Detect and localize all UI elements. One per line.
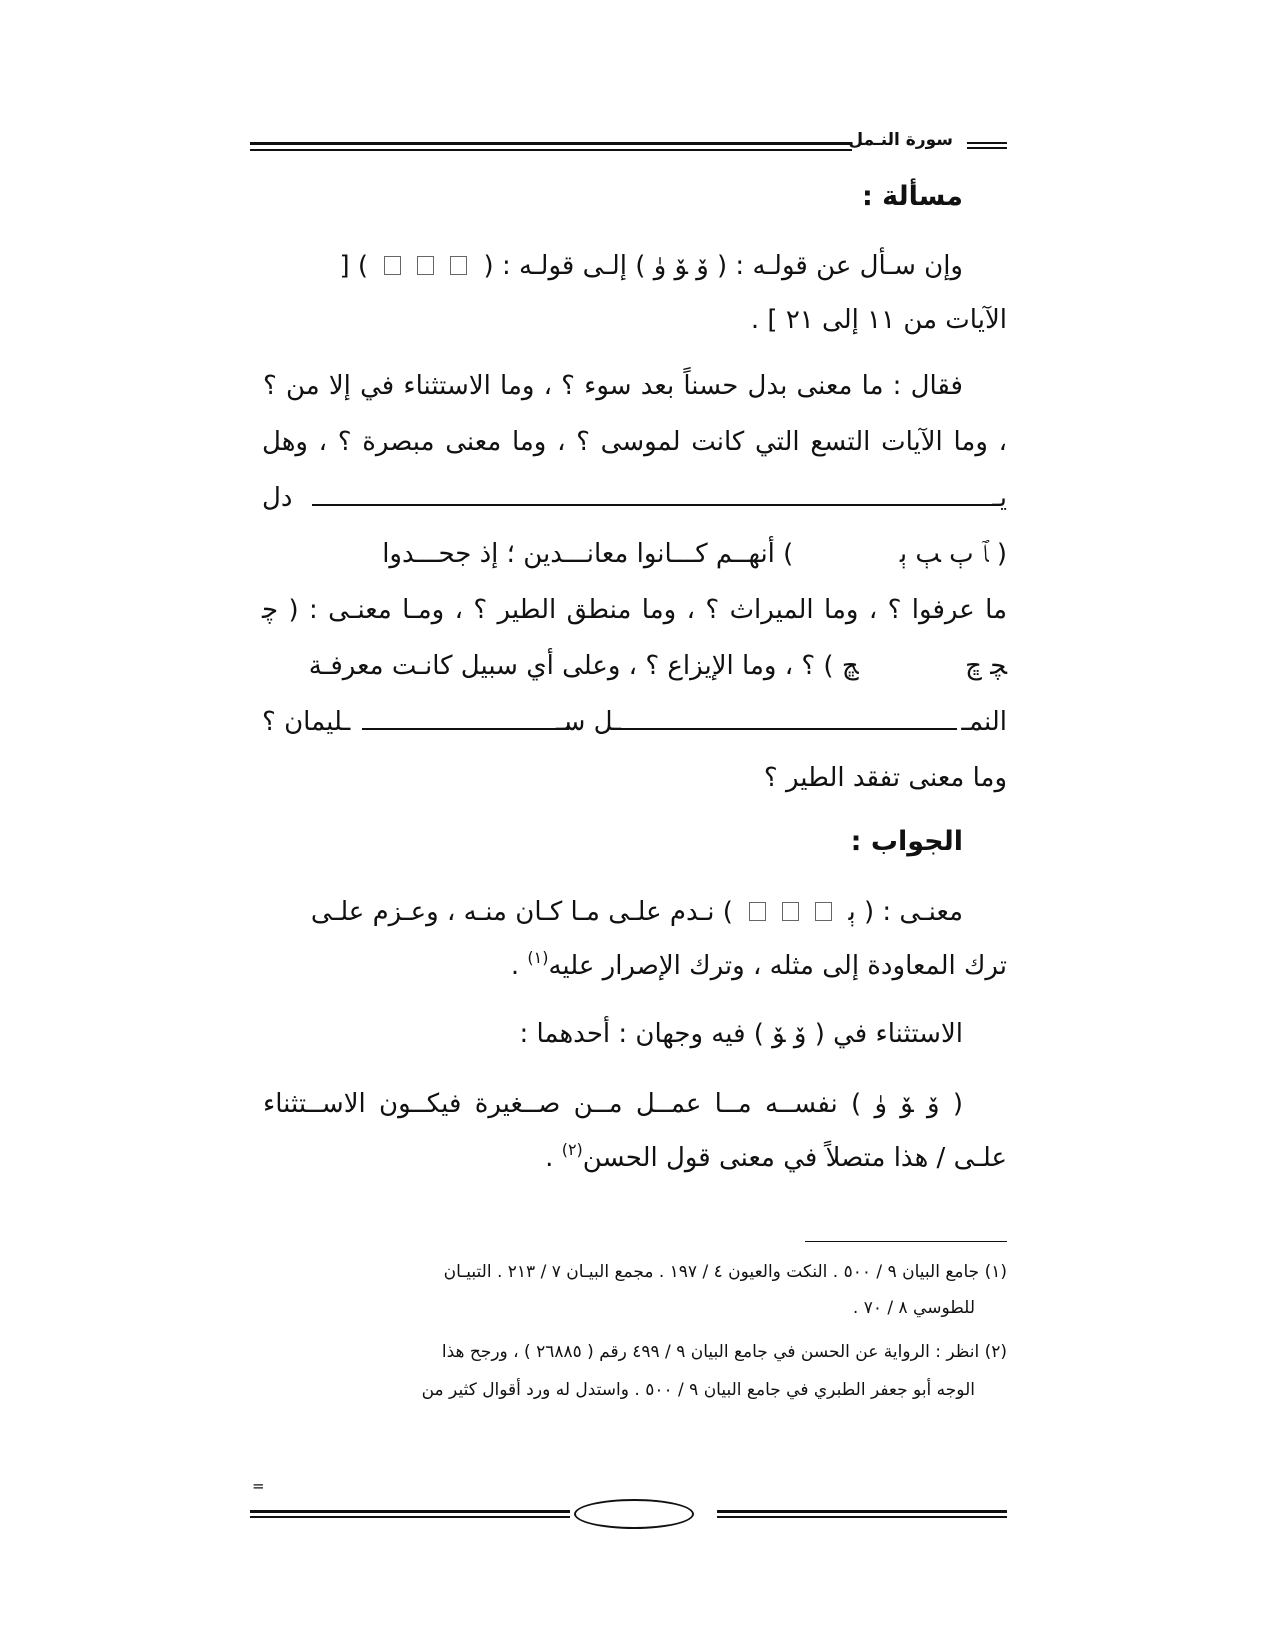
para2-line3-start: يـ [992,483,1007,513]
footer-rule-left [250,1510,570,1518]
para4-line1: الاستثناء في ( ﯙ ﯚ ) فيه وجهان : أحدهما : [519,1019,963,1049]
para2-line3 [262,478,1007,518]
para1-line1-text-a: وإن سـأل عن قولـه : ( ﯙ ﯚ ﯛ ) إلـى قولـه : ( [483,251,963,281]
para2-line7-mid: ـل سـ [556,707,621,737]
para3-line2-end: . [510,951,528,981]
stretched-kashida [312,504,993,506]
missing-glyph-icon [782,902,799,921]
para1-line1-text-b: ) [ [339,251,369,281]
footnote-2-line1: (٢) انظر : الرواية عن الحسن في جامع البيان ٩ / ٤٩٩ رقم ( ٢٦٨٨٥ ) ، ورجح هذا [441,1342,1007,1362]
footnote-ref-1[interactable]: (١) [527,948,549,967]
para3-line1 [263,892,963,932]
para3-line1-text-a: معنـى : ( ﭔ [848,897,963,927]
para2-line7-start: النمـ [961,707,1007,737]
header-rule-short [967,142,1007,149]
para2-line6 [262,646,1007,686]
footnote-1-line2: للطوسي ٨ / ٧٠ . [852,1298,975,1318]
para2-line4-text-b: ) أنهــم كـــانوا معانـــدين ؛ إذ جحـــدوا [382,539,794,569]
para2-line6-text-a: ﭽ ﭾ [965,651,1007,681]
footer-rule-right [717,1510,1007,1518]
answer-heading: الجواب : [850,826,963,857]
footnote-separator [805,1241,1007,1242]
missing-glyph-icon [749,902,766,921]
header-rule-long [250,142,852,151]
para3-line1-text-b: ) نـدم علـى مـا كـان منـه ، وعـزم علـى [310,897,733,927]
para2-line4 [262,534,1007,574]
para1-line1 [263,246,963,286]
missing-glyph-icon [384,256,401,275]
para2-line4-text-a: ( ﭑ ﭒ ﭓ ﭔ [899,539,1007,569]
para2-line6-text-b: ﭿ ) ؟ ، وما الإيزاع ؟ ، وعلى أي سبيل كانـت معرفـة [308,651,859,681]
para2-line3-end: دل [262,483,293,513]
para3-line2 [262,946,1007,986]
footnote-2-line2: الوجه أبو جعفر الطبري في جامع البيان ٩ / ٥٠٠ . واستدل له ورد أقوال كثير من [421,1380,975,1400]
stretched-kashida [621,728,957,730]
stretched-kashida [362,728,569,730]
footnote-1-line1: (١) جامع البيان ٩ / ٥٠٠ . النكت والعيون ٤ / ١٩٧ . مجمع البيـان ٧ / ٢١٣ . التبيـان [443,1262,1007,1282]
para5-line2-text: علـى / هذا متصلاً في معنى قول الحسن [582,1143,1007,1173]
missing-glyph-icon [417,256,434,275]
footnote-ref-2[interactable]: (٢) [561,1140,583,1159]
para2-line5: ما عرفوا ؟ ، وما الميراث ؟ ، وما منطق الطير ؟ ، ومـا معنـى : ( ﭼ [262,595,1007,625]
question-heading: مسألة : [861,181,963,212]
para5-line2 [262,1138,1007,1178]
para2-line2: ، وما الآيات التسع التي كانت لموسى ؟ ، وما معنى مبصرة ؟ ، وهل [262,427,1007,457]
para3-line2-text: ترك المعاودة إلى مثله ، وترك الإصرار عليه [548,951,1007,981]
header-title: سورة النـمل [848,130,953,150]
continuation-mark: = [252,1477,265,1495]
para2-line8: وما معنى تفقد الطير ؟ [763,763,1007,793]
missing-glyph-icon [450,256,467,275]
para5-line1: ( ﯙ ﯚ ﯛ ) نفســه مــا عمــل مــن صــغيرة فيكــون الاســتثناء [263,1089,963,1119]
para2-line7 [262,702,1007,742]
para2-line7-end: ـليمان ؟ [262,707,351,737]
footer-oval-ornament [574,1499,694,1529]
para5-line2-end: . [545,1143,562,1173]
para2-line1: فقال : ما معنى بدل حسناً بعد سوء ؟ ، وما الاستثناء في إلا من ؟ [263,371,963,401]
missing-glyph-icon [815,902,832,921]
para1-line2: الآيات من ١١ إلى ٢١ ] . [750,305,1007,335]
